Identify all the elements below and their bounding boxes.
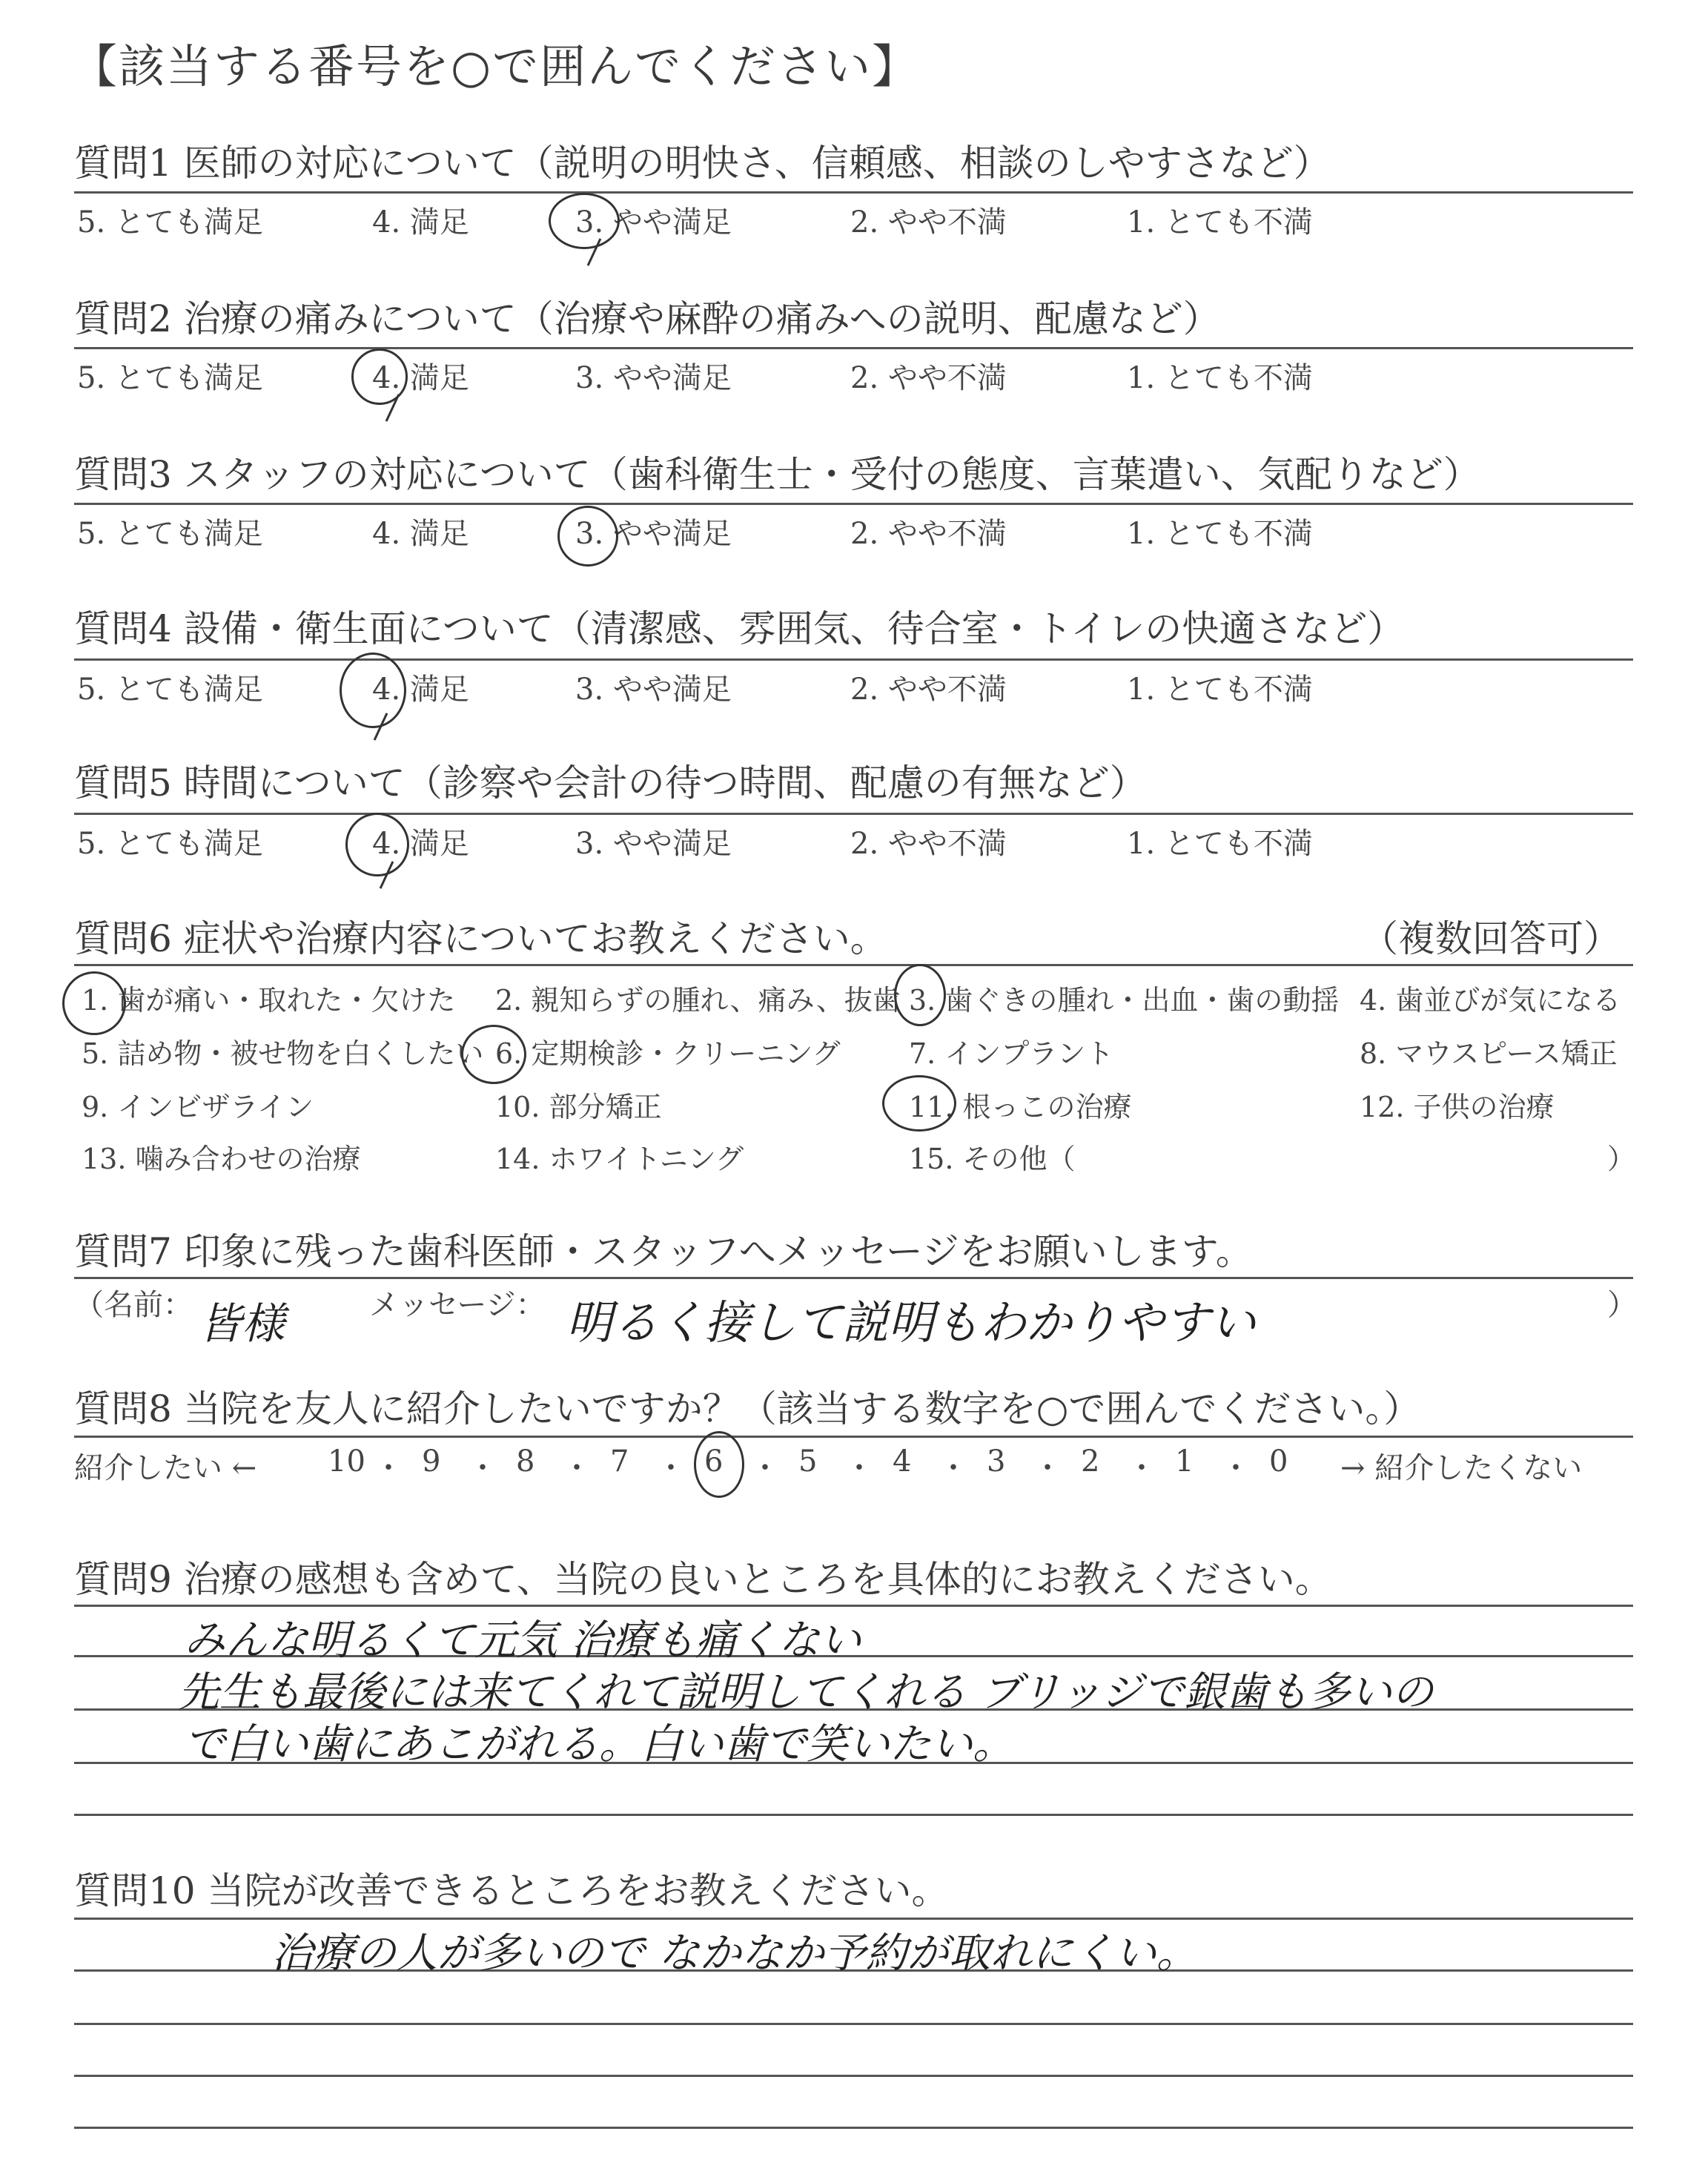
form-title: 【該当する番号を○で囲んでください】 [71,39,920,93]
scale-separator: ・ [750,1451,780,1485]
q2-option-4[interactable]: 4. 満足 [372,361,469,395]
q4-option-1[interactable]: 1. とても不満 [1127,673,1313,707]
divider [74,658,1633,661]
q4-option-3[interactable]: 3. やや満足 [575,673,732,707]
name-value[interactable]: 皆様 [199,1298,285,1349]
q6-item-13[interactable]: 13. 噛み合わせの治療 [82,1143,361,1175]
scale-separator: ・ [1221,1451,1251,1485]
q6-item-2[interactable]: 2. 親知らずの腫れ、痛み、抜歯 [495,984,901,1017]
q4-option-5[interactable]: 5. とても満足 [77,673,263,707]
q5-option-1[interactable]: 1. とても不満 [1127,827,1313,861]
selection-circle [345,813,409,876]
q6-other-close: ） [1607,1143,1636,1175]
q10-answer-line-1[interactable]: 治療の人が多いので なかなか予約が取れにくい。 [271,1929,1198,1978]
q6-item-3[interactable]: 3. 歯ぐきの腫れ・出血・歯の動揺 [909,984,1340,1017]
message-close: ） [1607,1288,1637,1322]
scale-separator: ・ [656,1451,686,1485]
name-label: （名前： [74,1288,193,1322]
selection-circle [557,506,618,567]
question-2-label: 質問2 治療の痛みについて（治療や麻酔の痛みへの説明、配慮など） [74,297,1220,340]
q1-option-1[interactable]: 1. とても不満 [1127,205,1313,240]
selection-circle [882,1075,956,1132]
answer-line [74,2075,1633,2077]
question-1-label: 質問1 医師の対応について（説明の明快さ、信頼感、相談のしやすさなど） [74,142,1331,185]
answer-line [74,2127,1633,2129]
question-7-label: 質問7 印象に残った歯科医師・スタッフへメッセージをお願いします。 [74,1230,1253,1273]
scale-value[interactable]: 3 [987,1444,1006,1479]
q9-answer-line-3[interactable]: で白い歯にあこがれる。白い歯で笑いたい。 [184,1720,1014,1768]
q6-item-10[interactable]: 10. 部分矯正 [495,1091,662,1123]
q3-option-5[interactable]: 5. とても満足 [77,517,263,551]
scale-value[interactable]: 6 [704,1444,724,1479]
selection-circle [694,1431,744,1498]
selection-circle [894,964,946,1026]
q2-option-1[interactable]: 1. とても不満 [1127,361,1313,395]
scale-value[interactable]: 5 [798,1444,818,1479]
scale-separator: ・ [468,1451,497,1485]
divider [74,347,1633,349]
q9-answer-line-1[interactable]: みんな明るくて元気 治療も痛くない [184,1616,861,1665]
selection-circle [340,653,406,728]
q3-option-2[interactable]: 2. やや不満 [850,517,1007,551]
q2-option-3[interactable]: 3. やや満足 [575,361,732,395]
selection-circle [549,193,620,249]
question-6-label: 質問6 症状や治療内容についてお教えください。 [74,917,887,960]
scale-separator: ・ [1033,1451,1062,1485]
q4-option-4[interactable]: 4. 満足 [372,673,469,707]
message-value[interactable]: 明るく接して説明もわかりやすい [566,1295,1257,1350]
scale-separator: ・ [1127,1451,1156,1485]
q6-item-11[interactable]: 11. 根っこの治療 [909,1091,1132,1123]
recommend-right-label: → 紹介したくない [1340,1451,1583,1485]
question-3-label: 質問3 スタッフの対応について（歯科衛生士・受付の態度、言葉遣い、気配りなど） [74,453,1480,496]
scale-value[interactable]: 0 [1269,1444,1288,1479]
q6-item-9[interactable]: 9. インビザライン [82,1091,314,1123]
divider [74,1436,1633,1438]
scale-value[interactable]: 8 [516,1444,535,1479]
divider [74,191,1633,194]
scale-separator: ・ [844,1451,874,1485]
answer-line [74,2023,1633,2025]
divider [74,503,1633,505]
q1-option-2[interactable]: 2. やや不満 [850,205,1007,240]
scale-value[interactable]: 1 [1175,1444,1194,1479]
scale-value[interactable]: 9 [422,1444,441,1479]
scale-value[interactable]: 2 [1081,1444,1100,1479]
q5-option-3[interactable]: 3. やや満足 [575,827,732,861]
q9-answer-line-2[interactable]: 先生も最後には来てくれて説明してくれる ブリッジで銀歯も多いの [178,1668,1434,1717]
q3-option-4[interactable]: 4. 満足 [372,517,469,551]
divider [74,813,1633,815]
q5-option-2[interactable]: 2. やや不満 [850,827,1007,861]
q3-option-3[interactable]: 3. やや満足 [575,517,732,551]
q6-item-7[interactable]: 7. インプラント [909,1037,1114,1070]
q6-item-12[interactable]: 12. 子供の治療 [1360,1091,1555,1123]
q1-option-3[interactable]: 3. やや満足 [575,205,732,240]
question-9-label: 質問9 治療の感想も含めて、当院の良いところを具体的にお教えください。 [74,1558,1332,1601]
scale-value[interactable]: 7 [610,1444,629,1479]
answer-line [74,1814,1633,1816]
q2-option-2[interactable]: 2. やや不満 [850,361,1007,395]
q1-option-4[interactable]: 4. 満足 [372,205,469,240]
scale-value[interactable]: 10 [328,1444,365,1479]
scale-value[interactable]: 4 [893,1444,912,1479]
recommend-left-label: 紹介したい ← [74,1451,257,1485]
question-4-label: 質問4 設備・衛生面について（清潔感、雰囲気、待合室・トイレの快適さなど） [74,607,1405,650]
q6-item-15[interactable]: 15. その他（ [909,1143,1076,1175]
q6-item-6[interactable]: 6. 定期検診・クリーニング [495,1037,841,1070]
q6-item-14[interactable]: 14. ホワイトニング [495,1143,744,1175]
divider [74,1605,1633,1607]
q6-item-8[interactable]: 8. マウスピース矯正 [1360,1037,1618,1070]
question-8-label: 質問8 当院を友人に紹介したいですか？（該当する数字を○で囲んでください。） [74,1387,1421,1430]
q5-option-5[interactable]: 5. とても満足 [77,827,263,861]
scale-separator: ・ [374,1451,403,1485]
scale-separator: ・ [562,1451,592,1485]
question-10-label: 質問10 当院が改善できるところをお教えください。 [74,1869,949,1912]
divider [74,1918,1633,1920]
multiple-answer-note: （複数回答可） [1361,917,1621,960]
q1-option-5[interactable]: 5. とても満足 [77,205,263,240]
q6-item-5[interactable]: 5. 詰め物・被せ物を白くしたい [82,1037,484,1070]
q3-option-1[interactable]: 1. とても不満 [1127,517,1313,551]
q6-item-1[interactable]: 1. 歯が痛い・取れた・欠けた [82,984,456,1017]
selection-circle [351,349,408,405]
q2-option-5[interactable]: 5. とても満足 [77,361,263,395]
selection-circle [461,1025,526,1084]
scale-separator: ・ [939,1451,968,1485]
message-label: メッセージ： [369,1288,546,1322]
question-5-label: 質問5 時間について（診察や会計の待つ時間、配慮の有無など） [74,762,1147,805]
selection-circle [62,971,126,1035]
q6-item-4[interactable]: 4. 歯並びが気になる [1360,984,1621,1017]
divider [74,1277,1633,1279]
divider [74,964,1633,966]
q4-option-2[interactable]: 2. やや不満 [850,673,1007,707]
q5-option-4[interactable]: 4. 満足 [372,827,469,861]
